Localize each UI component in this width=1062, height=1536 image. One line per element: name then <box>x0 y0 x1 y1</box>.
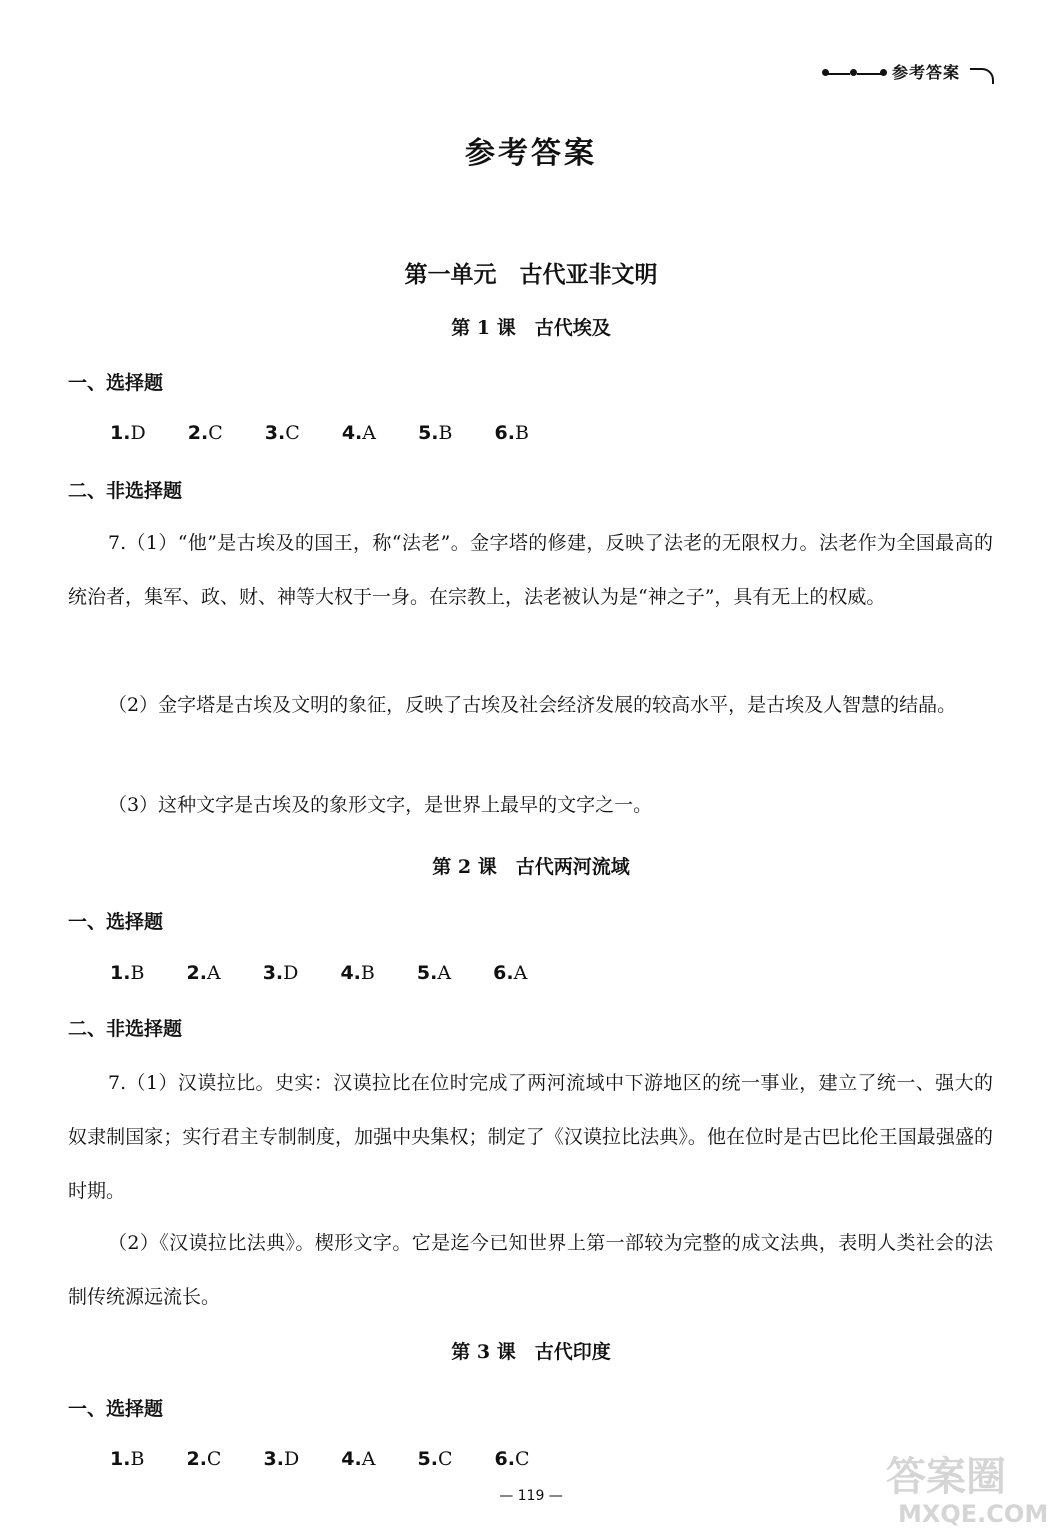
answer-item: 1.B <box>110 962 145 984</box>
watermark-logo <box>880 1448 1050 1528</box>
answer-paragraph: （2）金字塔是古埃及文明的象征，反映了古埃及社会经济发展的较高水平，是古埃及人智慧的结晶。 <box>108 694 957 716</box>
page-title: 参考答案 <box>465 136 597 171</box>
answer-paragraph: 7.（1）“他”是古埃及的国王，称“法老”。金字塔的修建，反映了法老的无限权力。法老作为全国最高的统治者，集军、政、财、神等大权于一身。在宗教上，法老被认为是“神之子”，具有无上的权威。 <box>68 532 993 608</box>
answer-list <box>110 962 563 984</box>
answer-item: 2.A <box>186 962 221 984</box>
answer-item: 3.D <box>262 962 299 984</box>
page-number: — 119 — <box>499 1488 563 1504</box>
header-curve <box>970 68 994 84</box>
answer-item: 4.A <box>341 422 377 444</box>
answer-item: 5.C <box>417 1448 453 1470</box>
header-tag <box>820 56 996 86</box>
answer-item: 5.B <box>418 422 453 444</box>
lesson-title: 第 1 课 古代埃及 <box>451 317 611 339</box>
answer-item: 3.D <box>263 1448 300 1470</box>
answer-list <box>110 1448 566 1470</box>
lesson-title: 第 2 课 古代两河流域 <box>432 856 630 878</box>
answer-item: 2.C <box>186 1448 222 1470</box>
answer-item: 4.A <box>341 1448 376 1470</box>
answer-item: 3.C <box>264 422 300 444</box>
answer-item: 1.B <box>110 1448 145 1470</box>
answer-item: 2.C <box>187 422 223 444</box>
section-heading: 一、选择题 <box>68 1398 164 1420</box>
section-heading: 一、选择题 <box>68 372 164 394</box>
header-line <box>857 73 881 75</box>
section-heading: 二、非选择题 <box>68 480 183 502</box>
answer-paragraph: （2）《汉谟拉比法典》。楔形文字。它是迄今已知世界上第一部较为完整的成文法典，表明人类社会的法制传统源远流长。 <box>68 1232 993 1308</box>
section-heading: 一、选择题 <box>68 911 164 933</box>
watermark-text: 答案圈 <box>886 1454 1006 1500</box>
header-dot-icon <box>880 69 887 76</box>
answer-item: 6.A <box>493 962 528 984</box>
answer-list <box>110 422 565 444</box>
answer-paragraph: （3）这种文字是古埃及的象形文字，是世界上最早的文字之一。 <box>108 794 653 816</box>
answer-item: 1.D <box>110 422 146 444</box>
answer-item: 4.B <box>340 962 375 984</box>
lesson-title: 第 3 课 古代印度 <box>451 1341 611 1363</box>
answer-item: 6.C <box>494 1448 530 1470</box>
answer-paragraph: 7.（1）汉谟拉比。史实：汉谟拉比在位时完成了两河流域中下游地区的统一事业，建立了统一、强大的奴隶制国家；实行君主专制制度，加强中央集权；制定了《汉谟拉比法典》。他在位时是古巴比伦王国最强盛的时期。 <box>68 1072 993 1202</box>
answer-item: 5.A <box>416 962 452 984</box>
header-label: 参考答案 <box>892 63 961 82</box>
watermark-url: MXQE.COM <box>898 1500 1049 1528</box>
answer-item: 6.B <box>494 422 529 444</box>
header-dot-icon <box>850 69 857 76</box>
header-line <box>828 73 850 75</box>
section-heading: 二、非选择题 <box>68 1018 183 1040</box>
unit-title: 第一单元 古代亚非文明 <box>404 261 658 288</box>
